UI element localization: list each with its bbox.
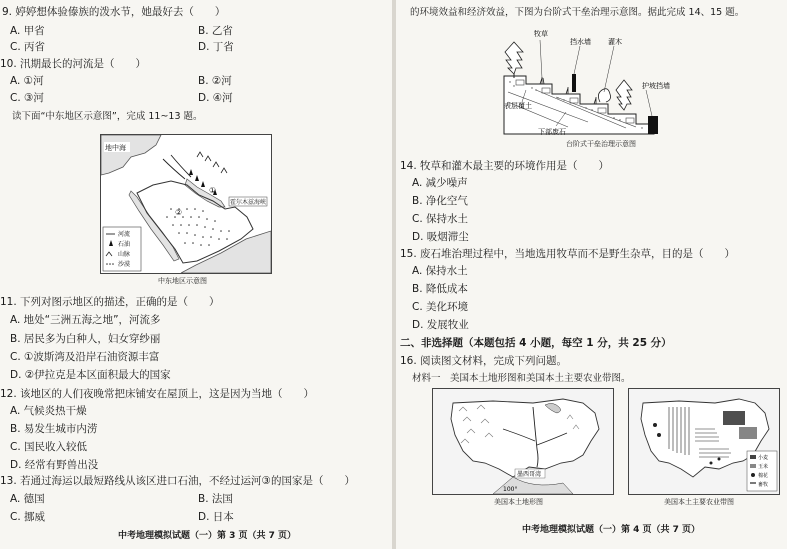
label-waste-stone: 下部废石 [538, 128, 566, 136]
q9-option-b[interactable]: B. 乙省 [198, 25, 233, 37]
legend-river: 河流 [118, 231, 131, 238]
q12-option-a[interactable]: A. 气候炎热干燥 [10, 405, 87, 417]
legend-oil: 石油 [118, 241, 131, 248]
q15-option-a[interactable]: A. 保持水土 [412, 265, 468, 277]
q14-option-c[interactable]: C. 保持水土 [412, 213, 469, 225]
ag-legend-wheat: 小麦 [758, 455, 769, 461]
right-page [396, 0, 787, 549]
q10-option-d[interactable]: D. ④河 [198, 92, 233, 104]
q14-stem: 14. 牧草和灌木最主要的环境作用是（ ） [400, 160, 610, 172]
label-retaining-wall: 护坡挡墙 [642, 82, 670, 90]
q11-option-b[interactable]: B. 居民多为白种人，妇女穿纱丽 [10, 333, 161, 345]
q10-option-a[interactable]: A. ①河 [10, 75, 44, 87]
q14-option-d[interactable]: D. 吸烟滞尘 [412, 231, 469, 243]
q13-option-d[interactable]: D. 日本 [198, 511, 234, 523]
right-page-footer: 中考地理模拟试题（一）第 4 页（共 7 页） [522, 525, 701, 535]
legend-desert: 沙漠 [118, 261, 131, 268]
terrace-diagram [496, 22, 676, 152]
us-topo-map-caption: 美国本土地形图 [494, 498, 543, 506]
q12-option-d[interactable]: D. 经常有野兽出没 [10, 459, 99, 471]
label-shrub: 灌木 [608, 38, 622, 46]
q11-option-d[interactable]: D. ②伊拉克是本区面积最大的国家 [10, 369, 171, 381]
q12-option-c[interactable]: C. 国民收入较低 [10, 441, 88, 453]
q15-option-d[interactable]: D. 发展牧业 [412, 319, 469, 331]
q10-stem: 10. 汛期最长的河流是（ ） [0, 58, 147, 70]
q9-option-a[interactable]: A. 甲省 [10, 25, 45, 37]
q13-stem: 13. 若通过海运以最短路线从该区进口石油，不经过运河③的国家是（ ） [0, 475, 355, 487]
q10-option-b[interactable]: B. ②河 [198, 75, 232, 87]
us-topo-map [432, 388, 614, 495]
intro-11-13: 读下面“中东地区示意图”，完成 11~13 题。 [12, 111, 203, 122]
map-marker-1: ① [209, 186, 217, 195]
ag-legend-livestock: 畜牧 [758, 482, 769, 488]
q10-option-c[interactable]: C. ③河 [10, 92, 44, 104]
middle-east-map-caption: 中东地区示意图 [158, 277, 207, 285]
q14-option-a[interactable]: A. 减少噪声 [412, 177, 468, 189]
us-agriculture-map-caption: 美国本土主要农业带图 [664, 498, 734, 506]
middle-east-map [100, 134, 272, 274]
label-grass: 牧草 [534, 30, 548, 38]
material-1: 材料一 美国本土地形图和美国本土主要农业带图。 [412, 373, 631, 384]
label-topsoil: 表层覆土 [504, 102, 532, 110]
q9-stem: 9. 婷婷想体验傣族的泼水节，她最好去（ ） [2, 6, 226, 18]
us-map-longitude: 100° [503, 486, 518, 493]
map-label-sea: 地中海 [105, 144, 126, 152]
us-map-gulf-label: 墨西哥湾 [517, 471, 542, 478]
map-label-strait: 霍尔木兹海峡 [230, 199, 267, 206]
q15-stem: 15. 废石堆治理过程中，当地选用牧草而不是野生杂草，目的是（ ） [400, 248, 736, 260]
q13-option-a[interactable]: A. 德国 [10, 493, 45, 505]
q15-option-b[interactable]: B. 降低成本 [412, 283, 468, 295]
q14-option-b[interactable]: B. 净化空气 [412, 195, 468, 207]
q12-option-b[interactable]: B. 易发生城市内涝 [10, 423, 98, 435]
q9-option-d[interactable]: D. 丁省 [198, 41, 234, 53]
label-water-wall: 挡水墙 [570, 38, 591, 46]
left-page-footer: 中考地理模拟试题（一）第 3 页（共 7 页） [118, 531, 297, 541]
us-agriculture-map-graphic [629, 389, 779, 494]
intro-14-15: 的环境效益和经济效益，下图为台阶式干垒治理示意图。据此完成 14、15 题。 [410, 7, 745, 18]
q11-stem: 11. 下列对图示地区的描述，正确的是（ ） [0, 296, 220, 308]
middle-east-map-graphic [101, 135, 271, 273]
legend-mountain: 山脉 [118, 251, 131, 258]
map-marker-2: ② [175, 208, 183, 217]
q9-option-c[interactable]: C. 丙省 [10, 41, 46, 53]
us-agriculture-map [628, 388, 780, 495]
section-2-heading: 二、非选择题（本题包括 4 小题，每空 1 分，共 25 分） [400, 337, 672, 349]
q13-option-c[interactable]: C. 挪威 [10, 511, 46, 523]
terrace-diagram-caption: 台阶式干垒治理示意图 [566, 140, 636, 148]
q13-option-b[interactable]: B. 法国 [198, 493, 233, 505]
left-page [0, 0, 392, 549]
us-topo-map-graphic [433, 389, 613, 494]
terrace-diagram-graphic [496, 22, 676, 152]
q16-stem: 16. 阅读图文材料，完成下列问题。 [400, 355, 568, 367]
q11-option-c[interactable]: C. ①波斯湾及沿岸石油资源丰富 [10, 351, 160, 363]
q15-option-c[interactable]: C. 美化环境 [412, 301, 469, 313]
q11-option-a[interactable]: A. 地处“三洲五海之地”，河流多 [10, 314, 161, 326]
ag-legend-corn: 玉米 [758, 464, 769, 470]
q12-stem: 12. 该地区的人们夜晚常把床铺安在屋顶上，这是因为当地（ ） [0, 388, 315, 400]
ag-legend-cotton: 棉花 [758, 473, 769, 479]
